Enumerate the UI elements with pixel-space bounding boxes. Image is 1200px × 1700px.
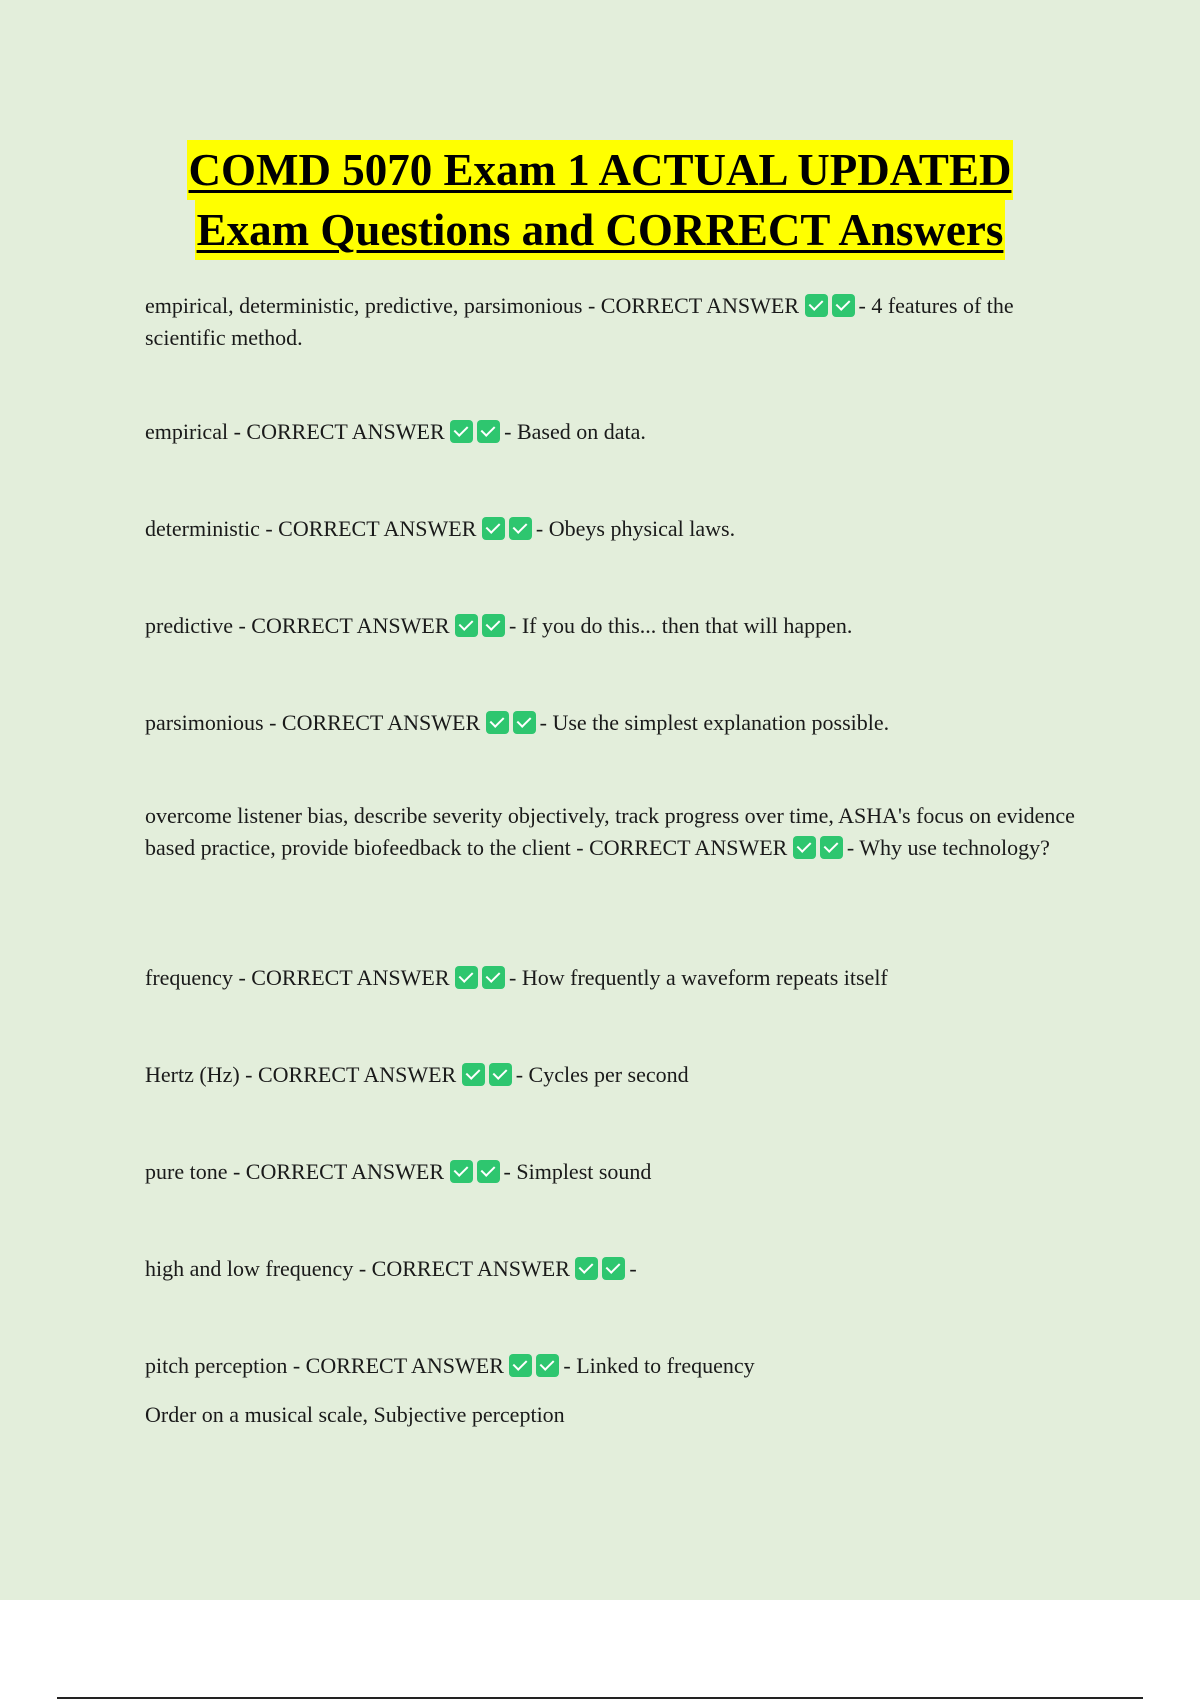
- qa-answer: - Based on data.: [504, 419, 646, 444]
- qa-entry: [145, 513, 1085, 545]
- qa-entry: [145, 800, 1085, 864]
- check-mark-icon: [450, 420, 473, 443]
- qa-term: empirical, deterministic, predictive, parsimonious: [145, 293, 583, 318]
- correct-answer-label: - CORRECT ANSWER: [576, 835, 788, 860]
- check-mark-icon: [455, 966, 478, 989]
- check-mark-icon: [575, 1257, 598, 1280]
- check-mark-icon: [482, 966, 505, 989]
- check-mark-icon: [832, 294, 855, 317]
- check-mark-icon: [509, 1354, 532, 1377]
- qa-term: predictive: [145, 613, 233, 638]
- correct-answer-label: - CORRECT ANSWER: [233, 419, 445, 444]
- qa-answer: - Why use technology?: [846, 835, 1050, 860]
- qa-term: Hertz (Hz): [145, 1062, 240, 1087]
- qa-answer: - Simplest sound: [503, 1159, 652, 1184]
- check-mark-icon: [805, 294, 828, 317]
- title-line-1: COMD 5070 Exam 1 ACTUAL UPDATED: [187, 140, 1014, 200]
- correct-answer-label: - CORRECT ANSWER: [238, 965, 450, 990]
- check-mark-icon: [602, 1257, 625, 1280]
- qa-term: high and low frequency: [145, 1256, 354, 1281]
- qa-term: parsimonious: [145, 710, 264, 735]
- qa-answer: - 4 features of the scientific method.: [145, 293, 1014, 350]
- qa-term: pitch perception: [145, 1353, 288, 1378]
- correct-answer-label: - CORRECT ANSWER: [269, 710, 481, 735]
- qa-entry: [145, 290, 1085, 354]
- correct-answer-label: - CORRECT ANSWER: [587, 293, 799, 318]
- qa-answer: - How frequently a waveform repeats itself: [509, 965, 888, 990]
- check-mark-icon: [489, 1063, 512, 1086]
- qa-entry: [145, 962, 1085, 994]
- qa-term: empirical: [145, 419, 229, 444]
- check-mark-icon: [513, 711, 536, 734]
- correct-answer-label: - CORRECT ANSWER: [292, 1353, 504, 1378]
- check-mark-icon: [509, 517, 532, 540]
- check-mark-icon: [450, 1160, 473, 1183]
- check-mark-icon: [793, 836, 816, 859]
- check-mark-icon: [477, 1160, 500, 1183]
- qa-answer: - Linked to frequency: [563, 1353, 755, 1378]
- check-mark-icon: [462, 1063, 485, 1086]
- qa-answer: - Use the simplest explanation possible.: [539, 710, 890, 735]
- check-mark-icon: [536, 1354, 559, 1377]
- qa-term: frequency: [145, 965, 233, 990]
- check-mark-icon: [477, 420, 500, 443]
- qa-answer: -: [629, 1256, 637, 1281]
- document-title: [0, 140, 1200, 260]
- qa-entry: [145, 1156, 1085, 1188]
- check-mark-icon: [486, 711, 509, 734]
- correct-answer-label: - CORRECT ANSWER: [232, 1159, 445, 1184]
- correct-answer-label: - CORRECT ANSWER: [245, 1062, 457, 1087]
- qa-answer: - If you do this... then that will happen.: [509, 613, 853, 638]
- qa-term: deterministic: [145, 516, 260, 541]
- qa-entry: [145, 610, 1085, 642]
- check-mark-icon: [482, 614, 505, 637]
- qa-entry: [145, 1059, 1085, 1091]
- qa-answer-extra: Order on a musical scale, Subjective perception: [145, 1402, 565, 1427]
- correct-answer-label: - CORRECT ANSWER: [265, 516, 477, 541]
- check-mark-icon: [455, 614, 478, 637]
- check-mark-icon: [820, 836, 843, 859]
- qa-entry: [145, 416, 1085, 448]
- qa-answer: - Cycles per second: [515, 1062, 689, 1087]
- footer-divider: [57, 1697, 1143, 1699]
- qa-term: pure tone: [145, 1159, 228, 1184]
- title-line-2: Exam Questions and CORRECT Answers: [195, 200, 1006, 260]
- qa-entry: [145, 1350, 1085, 1431]
- qa-answer: - Obeys physical laws.: [535, 516, 736, 541]
- check-mark-icon: [482, 517, 505, 540]
- qa-term: overcome listener bias, describe severity objectively, track progress over time, ASHA's focus on evidence based practice, provide biofeedback to the client: [145, 803, 1075, 860]
- correct-answer-label: - CORRECT ANSWER: [358, 1256, 570, 1281]
- qa-entry: [145, 1253, 1085, 1285]
- correct-answer-label: - CORRECT ANSWER: [238, 613, 450, 638]
- qa-entry: [145, 707, 1085, 739]
